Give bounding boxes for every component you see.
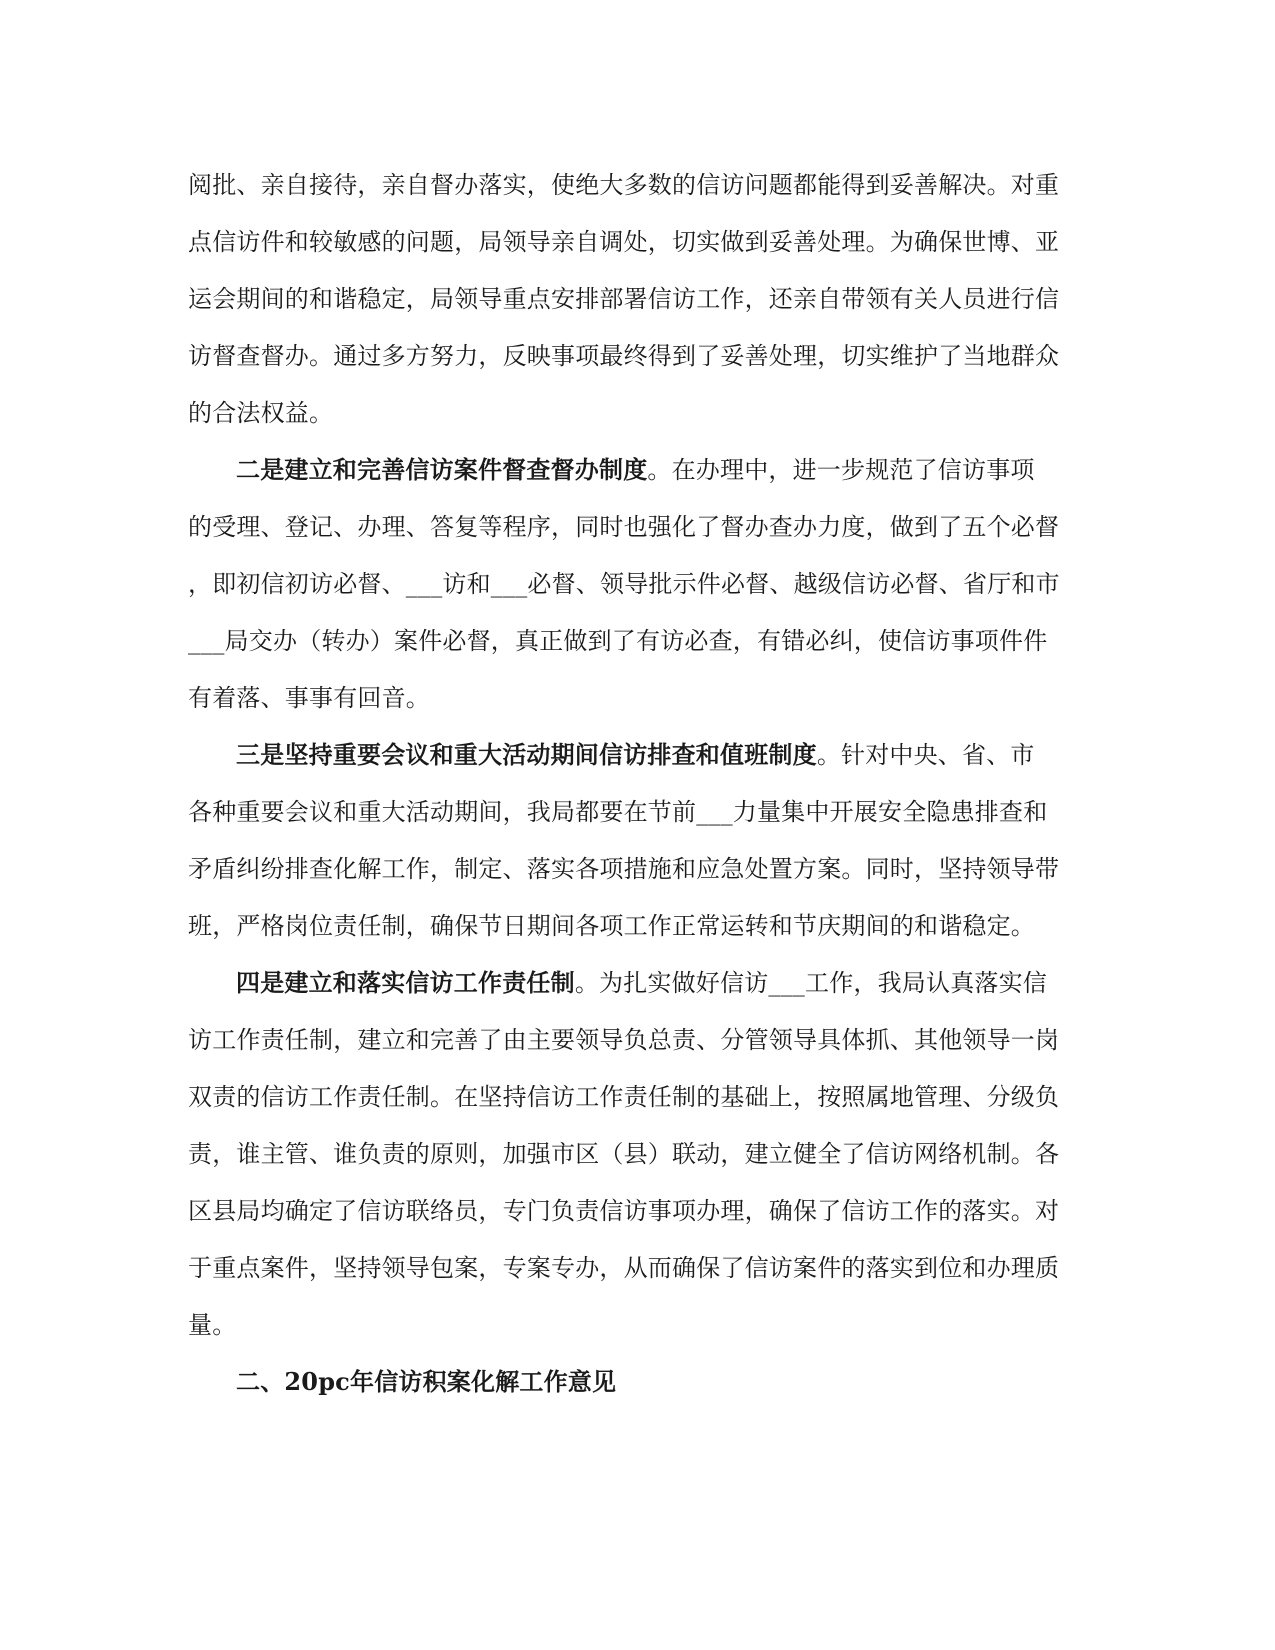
paragraph-2-line-2: 的受理、登记、办理、答复等程序，同时也强化了督办查办力度，做到了五个必督 [188,513,1060,541]
paragraph-4-first-rest: 。为扎实做好信访___工作，我局认真落实信 [574,969,1048,997]
paragraph-3-line-2: 各种重要会议和重大活动期间，我局都要在节前___力量集中开展安全隐患排查和 [188,798,1048,826]
paragraph-4-line-4: 责，谁主管、谁负责的原则，加强市区（县）联动，建立健全了信访网络机制。各 [188,1140,1060,1168]
paragraph-4-line-7: 量。 [188,1311,237,1339]
paragraph-3-first-rest: 。针对中央、省、市 [816,741,1035,769]
paragraph-2-lead: 二是建立和完善信访案件督查督办制度 [236,455,648,484]
paragraph-2-line-5: 有着落、事事有回音。 [188,684,430,712]
paragraph-3-line-3: 矛盾纠纷排查化解工作，制定、落实各项措施和应急处置方案。同时，坚持领导带 [188,855,1060,883]
paragraph-1-line-2: 点信访件和较敏感的问题，局领导亲自调处，切实做到妥善处理。为确保世博、亚 [188,228,1060,256]
paragraph-2-line-3: ，即初信初访必督、___访和___必督、领导批示件必督、越级信访必督、省厅和市 [188,570,1060,598]
paragraph-4-line-1 [236,968,1088,998]
paragraph-2-line-1 [236,455,1088,485]
paragraph-4-line-2: 访工作责任制，建立和完善了由主要领导负总责、分管领导具体抓、其他领导一岗 [188,1026,1060,1054]
paragraph-1-line-5: 的合法权益。 [188,399,334,427]
paragraph-1-line-4: 访督查督办。通过多方努力，反映事项最终得到了妥善处理，切实维护了当地群众 [188,342,1060,370]
paragraph-4-lead: 四是建立和落实信访工作责任制 [236,968,575,997]
paragraph-3-lead: 三是坚持重要会议和重大活动期间信访排查和值班制度 [236,740,817,769]
paragraph-4-line-6: 于重点案件，坚持领导包案，专案专办，从而确保了信访案件的落实到位和办理质 [188,1254,1060,1282]
paragraph-1-line-1: 阅批、亲自接待，亲自督办落实，使绝大多数的信访问题都能得到妥善解决。对重 [188,171,1060,199]
paragraph-4-line-5: 区县局均确定了信访联络员，专门负责信访事项办理，确保了信访工作的落实。对 [188,1197,1060,1225]
paragraph-3-line-1 [236,740,1088,770]
paragraph-3-line-4: 班，严格岗位责任制，确保节日期间各项工作正常运转和节庆期间的和谐稳定。 [188,912,1035,940]
paragraph-2-line-4: ___局交办（转办）案件必督，真正做到了有访必查，有错必纠，使信访事项件件 [188,627,1048,655]
paragraph-4-line-3: 双责的信访工作责任制。在坚持信访工作责任制的基础上，按照属地管理、分级负 [188,1083,1060,1111]
section-heading: 二、20pc年信访积案化解工作意见 [236,1367,617,1396]
paragraph-2-first-rest: 。在办理中，进一步规范了信访事项 [647,456,1035,484]
paragraph-1-line-3: 运会期间的和谐稳定，局领导重点安排部署信访工作，还亲自带领有关人员进行信 [188,285,1060,313]
